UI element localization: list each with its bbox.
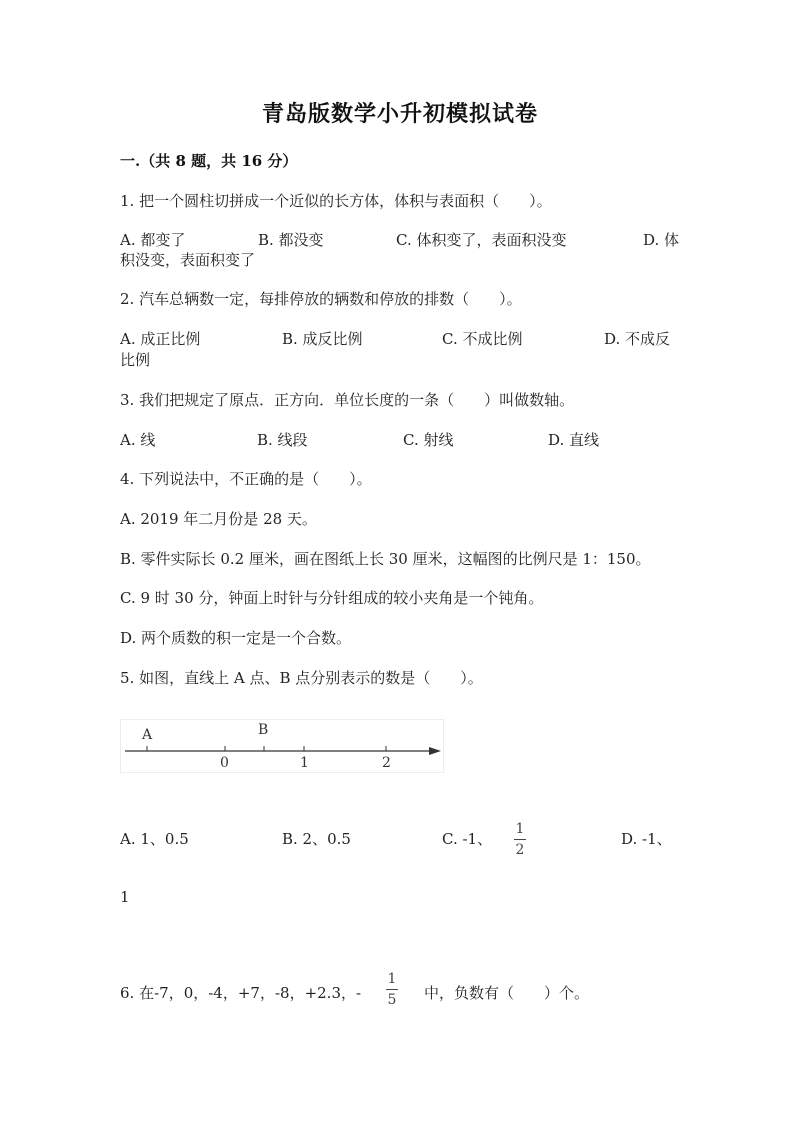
q1-option-b: B. 都没变 (258, 231, 324, 249)
question-2: 2. 汽车总辆数一定，每排停放的辆数和停放的排数（ ）。 (120, 290, 522, 308)
fraction-bar (386, 989, 398, 990)
question-3: 3. 我们把规定了原点．正方向．单位长度的一条（ ）叫做数轴。 (120, 391, 575, 409)
q1-option-d-continued: 积没变，表面积变了 (120, 251, 256, 269)
q4-option-c: C. 9 时 30 分，钟面上时针与分针组成的较小夹角是一个钝角。 (120, 589, 544, 607)
q3-option-a: A. 线 (120, 431, 156, 449)
q5-option-b: B. 2、0.5 (282, 830, 351, 848)
q2-option-d-continued: 比例 (120, 351, 151, 369)
q5-option-a: A. 1、0.5 (120, 830, 189, 848)
q1-option-c: C. 体积变了，表面积没变 (396, 231, 567, 249)
tick-label-0: 0 (220, 755, 229, 771)
q6-fraction (386, 972, 398, 1007)
q5-option-d-continued: 1 (120, 888, 130, 906)
q4-option-b: B. 零件实际长 0.2 厘米，画在图纸上长 30 厘米，这幅图的比例尺是 1：150。 (120, 550, 651, 568)
question-6: 6. 在-7，0，-4，+7，-8，+2.3，- (120, 984, 362, 1002)
q4-option-d: D. 两个质数的积一定是一个合数。 (120, 629, 352, 647)
fraction-numerator: 1 (515, 821, 525, 837)
q2-option-c: C. 不成比例 (442, 330, 523, 348)
axis-arrow (429, 747, 441, 755)
q2-option-a: A. 成正比例 (120, 330, 201, 348)
point-a-label: A (142, 727, 153, 743)
q2-option-d: D. 不成反 (604, 330, 671, 348)
q5-option-c: C. -1、 (442, 830, 493, 848)
q3-option-d: D. 直线 (548, 431, 600, 449)
q3-option-b: B. 线段 (257, 431, 308, 449)
q5-option-c-fraction (514, 822, 526, 857)
fraction-bar (514, 839, 526, 840)
q1-option-d: D. 体 (643, 231, 680, 249)
point-b-label: B (258, 722, 269, 738)
q3-option-c: C. 射线 (403, 431, 454, 449)
q2-option-b: B. 成反比例 (282, 330, 363, 348)
fraction-denominator: 5 (387, 992, 397, 1008)
page-title: 青岛版数学小升初模拟试卷 (261, 101, 538, 127)
question-6-continued: 中，负数有（ ）个。 (424, 984, 590, 1002)
q5-option-d: D. -1、 (621, 830, 672, 848)
number-line-figure (120, 719, 444, 773)
section-heading: 一.（共 8 题，共 16 分） (120, 152, 298, 170)
tick-label-2: 2 (382, 755, 391, 771)
tick-label-1: 1 (300, 755, 309, 771)
q1-option-a: A. 都变了 (120, 231, 186, 249)
fraction-numerator: 1 (387, 971, 397, 987)
question-1: 1. 把一个圆柱切拼成一个近似的长方体，体积与表面积（ ）。 (120, 192, 552, 210)
fraction-denominator: 2 (515, 842, 525, 858)
number-line-svg (121, 720, 443, 772)
q4-option-a: A. 2019 年二月份是 28 天。 (120, 510, 317, 528)
question-4: 4. 下列说法中，不正确的是（ ）。 (120, 470, 372, 488)
question-5: 5. 如图，直线上 A 点、B 点分别表示的数是（ ）。 (120, 669, 483, 687)
